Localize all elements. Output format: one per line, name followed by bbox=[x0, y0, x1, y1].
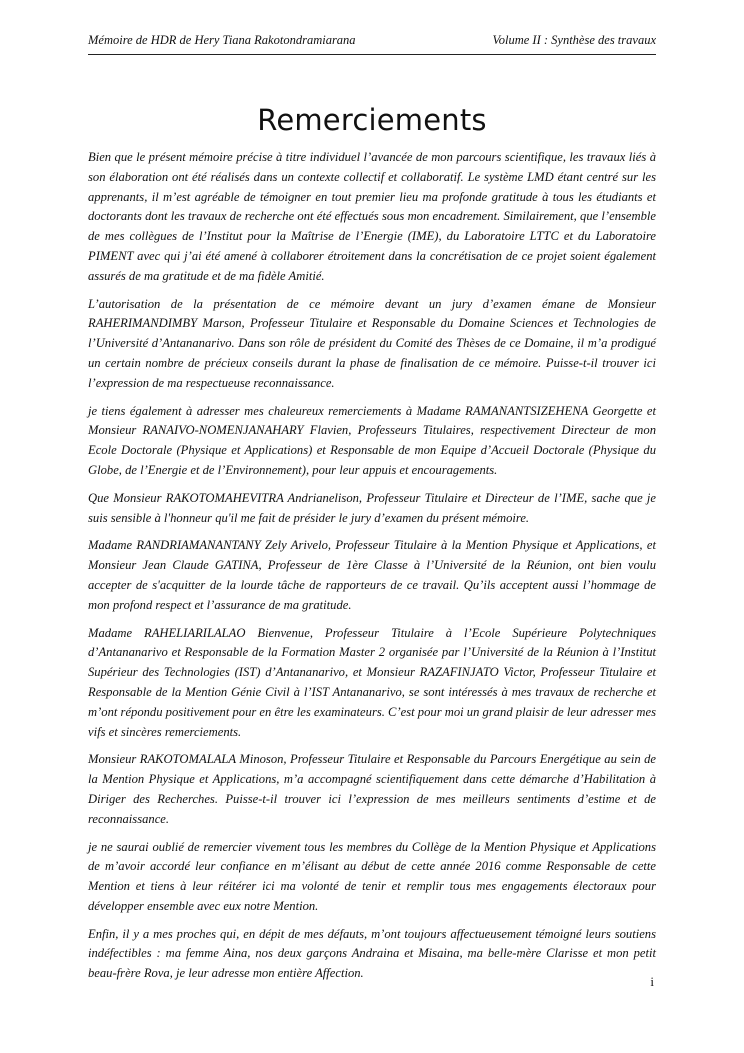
page-number: i bbox=[650, 974, 654, 989]
running-header bbox=[88, 28, 656, 55]
paragraph: Madame RAHELIARILALAO Bienvenue, Professeur Titulaire à l’Ecole Supérieure Polytechniques d’Antananarivo et Responsable de la Formation Master 2 organisée par l’Université de la Réunion à l’Institut Supérieur des Technologies (IST) d’Antananarivo, et Monsieur RAZAFINJATO Victor, Professeur Titulaire et Responsable de la Mention Génie Civil à l’IST Antananarivo, se sont intéressés à mes travaux de recherche et m’ont répondu positivement pour en être les examinateurs. C’est pour moi un grand plaisir de leur adresser mes vifs et sincères remerciements. bbox=[88, 625, 656, 739]
paragraph: Bien que le présent mémoire précise à titre individuel l’avancée de mon parcours scientifique, les travaux liés à son élaboration ont été réalisés dans un contexte collectif et collaboratif. Le système LMD étant centré sur les apprenants, il m’est agréable de témoigner en tout premier lieu ma profonde gratitude à tous les étudiants et doctorants dont les travaux de recherche ont été effectués sous mon encadrement. Similairement, que l’ensemble de mes collègues de l’Institut pour la Maîtrise de l’Energie (IME), du Laboratoire LTTC et du Laboratoire PIMENT avec qui j’ai été amené à collaborer étroitement dans la concrétisation de ce projet soient également assurés de ma gratitude et de ma fidèle Amitié. bbox=[88, 150, 656, 283]
page-title: Remerciements bbox=[257, 103, 487, 138]
paragraph: Madame RANDRIAMANANTANY Zely Arivelo, Professeur Titulaire à la Mention Physique et Applications, et Monsieur Jean Claude GATINA, Professeur de 1ère Classe à l’Université de la Réunion, ont bien voulu accepter de s'acquitter de la lourde tâche de rapporteurs de ce travail. Qu’ils acceptent aussi l’hommage de mon profond respect et l’assurance de ma gratitude. bbox=[88, 538, 656, 612]
paragraph: Monsieur RAKOTOMALALA Minoson, Professeur Titulaire et Responsable du Parcours Energétique au sein de la Mention Physique et Applications, m’a accompagné scientifiquement dans cette démarche d’Habilitation à Diriger des Recherches. Puisse-t-il trouver ici l’expression de mes meilleurs sentiments d’estime et de reconnaissance. bbox=[88, 752, 656, 826]
header-volume-title: Volume II : Synthèse des travaux bbox=[492, 33, 656, 47]
paragraph: je tiens également à adresser mes chaleureux remerciements à Madame RAMANANTSIZEHENA Georgette et Monsieur RANAIVO-NOMENJANAHARY Flavien, Professeurs Titulaires, respectivement Directeur de mon Ecole Doctorale (Physique et Applications) et Responsable de mon Equipe d’Accueil Doctorale (Physique du Globe, de l’Energie et de l’Environnement), pour leur appuis et encouragements. bbox=[88, 403, 656, 477]
header-author-title: Mémoire de HDR de Hery Tiana Rakotondramiarana bbox=[88, 33, 356, 47]
paragraph: Enfin, il y a mes proches qui, en dépit de mes défauts, m’ont toujours affectueusement témoigné leurs soutiens indéfectibles : ma femme Aina, nos deux garçons Andraina et Misaina, ma belle-mère Clarisse et mon petit beau-frère Rova, je leur adresse mon entière Affection. bbox=[88, 926, 656, 981]
paragraph: je ne saurai oublié de remercier vivement tous les membres du Collège de la Mention Physique et Applications de m’avoir accordé leur confiance en m’élisant au début de cette année 2016 comme Responsable de cette Mention et tiens à leur réitérer ici ma volonté de tenir et remplir tous mes engagements électoraux pour développer ensemble avec eux notre Mention. bbox=[88, 839, 656, 913]
acknowledgements-body bbox=[88, 148, 656, 992]
paragraph: Que Monsieur RAKOTOMAHEVITRA Andrianelison, Professeur Titulaire et Directeur de l’IME, sache que je suis sensible à l'honneur qu'il me fait de présider le jury d’examen du présent mémoire. bbox=[88, 490, 656, 525]
paragraph: L’autorisation de la présentation de ce mémoire devant un jury d’examen émane de Monsieur RAHERIMANDIMBY Marson, Professeur Titulaire et Responsable du Domaine Sciences et Technologies de l’Université d’Antananarivo. Dans son rôle de président du Comité des Thèses de ce Domaine, il m’a prodigué un certain nombre de précieux conseils durant la phase de finalisation de ce mémoire. Puisse-t-il trouver ici l’expression de ma respectueuse reconnaissance. bbox=[88, 296, 656, 390]
